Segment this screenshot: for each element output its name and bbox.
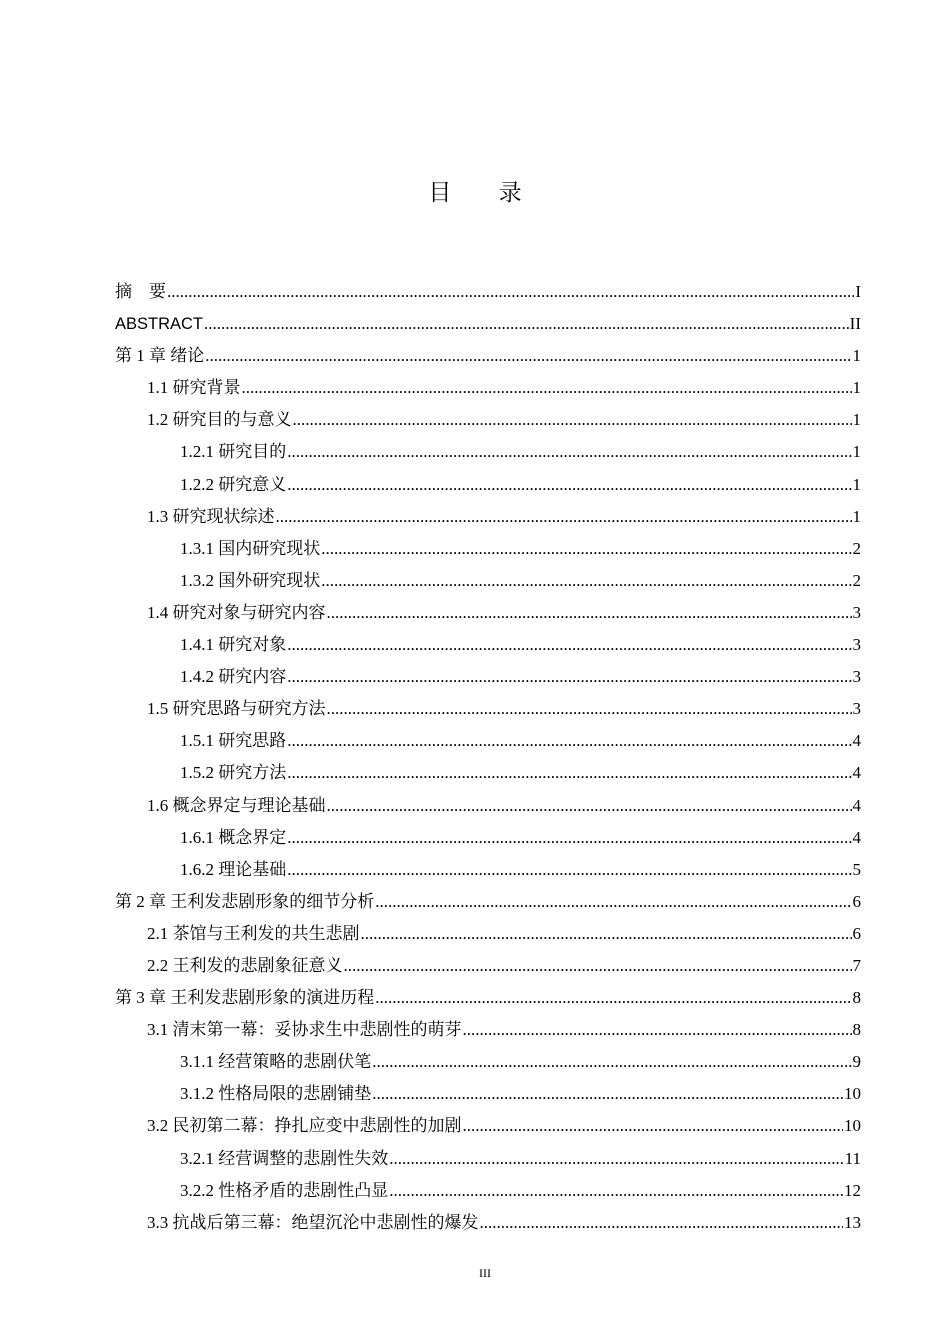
toc-entry-page: 4 <box>852 795 861 815</box>
toc-entry-label: 2.2 王利发的悲剧象征意义 <box>147 955 343 975</box>
toc-leader-dots <box>361 918 852 950</box>
toc-entry[interactable] <box>115 1078 861 1110</box>
toc-leader-dots <box>204 308 849 340</box>
toc-entry-page: 12 <box>844 1180 861 1200</box>
toc-leader-dots <box>389 1143 843 1175</box>
toc-entry-page: 9 <box>852 1052 861 1072</box>
toc-entry[interactable] <box>115 1175 861 1207</box>
toc-entry-label: 第 3 章 王利发悲剧形象的演进历程 <box>115 988 375 1008</box>
toc-leader-dots <box>389 1175 843 1207</box>
toc-entry-page: 1 <box>852 410 861 430</box>
toc-entry-label: 1.4.2 研究内容 <box>180 667 287 687</box>
toc-entry-label: 摘 要 <box>115 282 166 301</box>
page-number: III <box>479 1266 491 1280</box>
toc-leader-dots <box>463 1110 844 1142</box>
toc-entry-label: 3.2.2 性格矛盾的悲剧性凸显 <box>180 1180 389 1200</box>
toc-entry-page: 10 <box>844 1084 861 1104</box>
table-of-contents <box>115 276 861 1239</box>
toc-entry[interactable] <box>115 918 861 950</box>
toc-entry[interactable] <box>115 597 861 629</box>
toc-entry[interactable] <box>115 1046 861 1078</box>
toc-entry[interactable] <box>115 436 861 468</box>
toc-entry-label: 1.5 研究思路与研究方法 <box>147 699 326 719</box>
toc-entry-label: 第 2 章 王利发悲剧形象的细节分析 <box>115 891 375 911</box>
toc-entry-page: 3 <box>852 602 861 622</box>
toc-entry[interactable] <box>115 757 861 789</box>
toc-entry-label: 1.1 研究背景 <box>147 378 241 398</box>
toc-leader-dots <box>321 565 851 597</box>
toc-leader-dots <box>287 725 851 757</box>
toc-entry-label: 第 1 章 绪论 <box>115 346 205 366</box>
toc-entry[interactable] <box>115 276 861 308</box>
toc-entry[interactable] <box>115 469 861 501</box>
toc-entry-page: 3 <box>852 635 861 655</box>
toc-entry-page: 5 <box>852 859 861 879</box>
toc-entry-page: 8 <box>852 988 861 1008</box>
page-title: 目 录 <box>428 180 542 206</box>
toc-entry-label: 1.4 研究对象与研究内容 <box>147 602 326 622</box>
toc-entry-label: 3.2 民初第二幕：挣扎应变中悲剧性的加剧 <box>147 1116 462 1136</box>
toc-entry-page: 13 <box>844 1212 861 1232</box>
toc-entry-label: 1.2.1 研究目的 <box>180 442 287 462</box>
toc-leader-dots <box>287 436 851 468</box>
toc-leader-dots <box>327 693 852 725</box>
toc-entry-page: 1 <box>852 506 861 526</box>
toc-leader-dots <box>344 950 852 982</box>
toc-entry-label: 1.3.2 国外研究现状 <box>180 570 321 590</box>
toc-leader-dots <box>167 276 854 308</box>
toc-leader-dots <box>287 661 851 693</box>
toc-entry[interactable] <box>115 822 861 854</box>
toc-entry[interactable] <box>115 372 861 404</box>
toc-entry[interactable] <box>115 565 861 597</box>
toc-entry-label: 1.4.1 研究对象 <box>180 635 287 655</box>
toc-leader-dots <box>327 790 852 822</box>
toc-leader-dots <box>242 372 852 404</box>
toc-entry-page: 1 <box>852 442 861 462</box>
toc-leader-dots <box>287 469 851 501</box>
toc-entry[interactable] <box>115 661 861 693</box>
toc-entry-page: 2 <box>852 538 861 558</box>
toc-entry-label: 3.1.2 性格局限的悲剧铺垫 <box>180 1084 372 1104</box>
toc-entry-label: 3.2.1 经营调整的悲剧性失效 <box>180 1148 389 1168</box>
toc-entry-page: 1 <box>852 346 861 366</box>
toc-entry-page: 11 <box>844 1148 861 1168</box>
toc-entry-page: 6 <box>852 923 861 943</box>
toc-entry-label: 3.3 抗战后第三幕：绝望沉沦中悲剧性的爆发 <box>147 1212 479 1232</box>
toc-entry[interactable] <box>115 950 861 982</box>
toc-entry-label: 1.2 研究目的与意义 <box>147 410 292 430</box>
toc-entry-label: 1.3 研究现状综述 <box>147 506 275 526</box>
toc-leader-dots <box>375 886 851 918</box>
toc-leader-dots <box>287 629 851 661</box>
toc-leader-dots <box>321 533 851 565</box>
toc-entry[interactable] <box>115 854 861 886</box>
toc-entry[interactable] <box>115 501 861 533</box>
toc-leader-dots <box>287 757 851 789</box>
toc-entry[interactable] <box>115 886 861 918</box>
toc-leader-dots <box>372 1046 851 1078</box>
toc-leader-dots <box>327 597 852 629</box>
toc-leader-dots <box>276 501 852 533</box>
toc-leader-dots <box>293 404 852 436</box>
toc-entry-label: 3.1 清末第一幕：妥协求生中悲剧性的萌芽 <box>147 1020 462 1040</box>
toc-entry[interactable] <box>115 982 861 1014</box>
toc-entry-label: 1.3.1 国内研究现状 <box>180 538 321 558</box>
toc-entry[interactable] <box>115 1207 861 1239</box>
toc-entry-page: 3 <box>852 667 861 687</box>
toc-entry[interactable] <box>115 1110 861 1142</box>
toc-leader-dots <box>463 1014 852 1046</box>
toc-entry-label: ABSTRACT <box>115 315 204 334</box>
toc-entry-label: 1.5.1 研究思路 <box>180 731 287 751</box>
toc-entry[interactable] <box>115 725 861 757</box>
toc-entry-page: 4 <box>852 827 861 847</box>
toc-entry-page: 1 <box>852 474 861 494</box>
toc-entry-label: 1.6 概念界定与理论基础 <box>147 795 326 815</box>
toc-entry-label: 1.6.2 理论基础 <box>180 859 287 879</box>
toc-entry-label: 2.1 茶馆与王利发的共生悲剧 <box>147 923 360 943</box>
toc-entry-page: 8 <box>852 1020 861 1040</box>
toc-leader-dots <box>480 1207 844 1239</box>
toc-entry-page: 3 <box>852 699 861 719</box>
toc-entry-page: 6 <box>852 891 861 911</box>
toc-entry[interactable] <box>115 404 861 436</box>
toc-entry[interactable] <box>115 629 861 661</box>
toc-leader-dots <box>287 822 851 854</box>
toc-entry-page: II <box>849 314 861 334</box>
toc-entry[interactable] <box>115 1143 861 1175</box>
toc-entry-label: 3.1.1 经营策略的悲剧伏笔 <box>180 1052 372 1072</box>
toc-entry-page: 10 <box>844 1116 861 1136</box>
toc-entry-page: 4 <box>852 763 861 783</box>
toc-entry-page: 4 <box>852 731 861 751</box>
toc-entry-label: 1.6.1 概念界定 <box>180 827 287 847</box>
toc-entry[interactable] <box>115 790 861 822</box>
toc-entry[interactable] <box>115 340 861 372</box>
toc-entry-page: 1 <box>852 378 861 398</box>
toc-entry[interactable] <box>115 1014 861 1046</box>
toc-entry-page: I <box>855 282 861 301</box>
toc-leader-dots <box>205 340 851 372</box>
toc-leader-dots <box>372 1078 843 1110</box>
toc-leader-dots <box>375 982 851 1014</box>
toc-entry-label: 1.5.2 研究方法 <box>180 763 287 783</box>
toc-entry[interactable] <box>115 693 861 725</box>
toc-entry-page: 2 <box>852 570 861 590</box>
toc-entry[interactable] <box>115 533 861 565</box>
toc-entry-label: 1.2.2 研究意义 <box>180 474 287 494</box>
toc-entry[interactable] <box>115 308 861 340</box>
toc-entry-page: 7 <box>852 955 861 975</box>
toc-leader-dots <box>287 854 851 886</box>
